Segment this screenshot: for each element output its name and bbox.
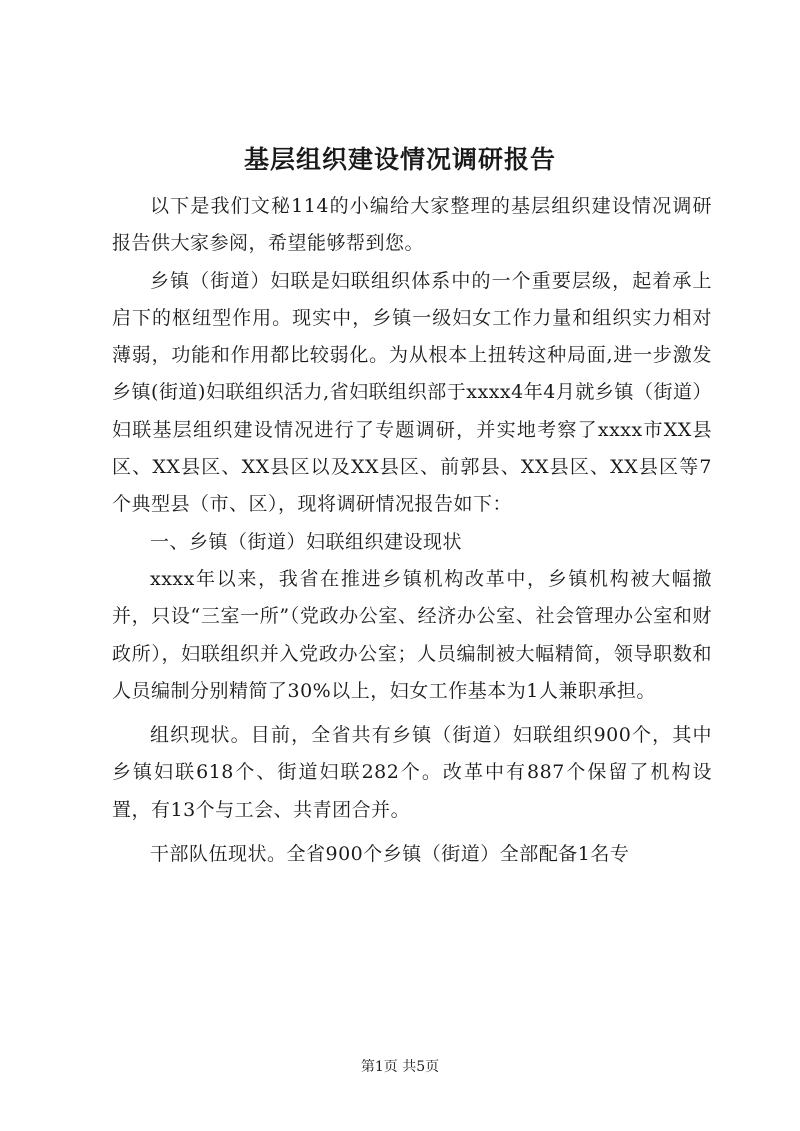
organization-status-paragraph: 组织现状。目前，全省共有乡镇（街道）妇联组织900个，其中乡镇妇联618个、街道妇联282个。改革中有887个保留了机构设置，有13个与工会、共青团合并。	[112, 724, 712, 821]
cadre-status-paragraph: 干部队伍现状。全省900个乡镇（街道）全部配备1名专	[150, 843, 630, 866]
page-number-footer: 第1页 共5页	[360, 1059, 440, 1075]
reform-paragraph: xxxx年以来，我省在推进乡镇机构改革中，乡镇机构被大幅撤并，只设“三室一所”（党政办公室、经济办公室、社会管理办公室和财政所），妇联组织并入党政办公室；人员编制被大幅精简，领导职数和人员编制分别精简了30%以上，妇女工作基本为1人兼职承担。	[112, 567, 712, 702]
document-title: 基层组织建设情况调研报告	[243, 145, 556, 174]
section-heading: 一、乡镇（街道）妇联组织建设现状	[150, 530, 463, 553]
intro-paragraph: 以下是我们文秘114的小编给大家整理的基层组织建设情况调研报告供大家参阅，希望能够帮到您。	[112, 195, 712, 255]
document-body	[112, 188, 712, 880]
background-paragraph: 乡镇（街道）妇联是妇联组织体系中的一个重要层级，起着承上启下的枢纽型作用。现实中，乡镇一级妇女工作力量和组织实力相对薄弱，功能和作用都比较弱化。为从根本上扭转这种局面,进一步激发乡镇(街道)妇联组织活力,省妇联组织部于xxxx4年4月就乡镇（街道）妇联基层组织建设情况进行了专题调研，并实地考察了xxxx市XX县区、XX县区、XX县区以及XX县区、前郭县、XX县区、XX县区等7个典型县（市、区），现将调研情况报告如下：	[112, 269, 712, 516]
